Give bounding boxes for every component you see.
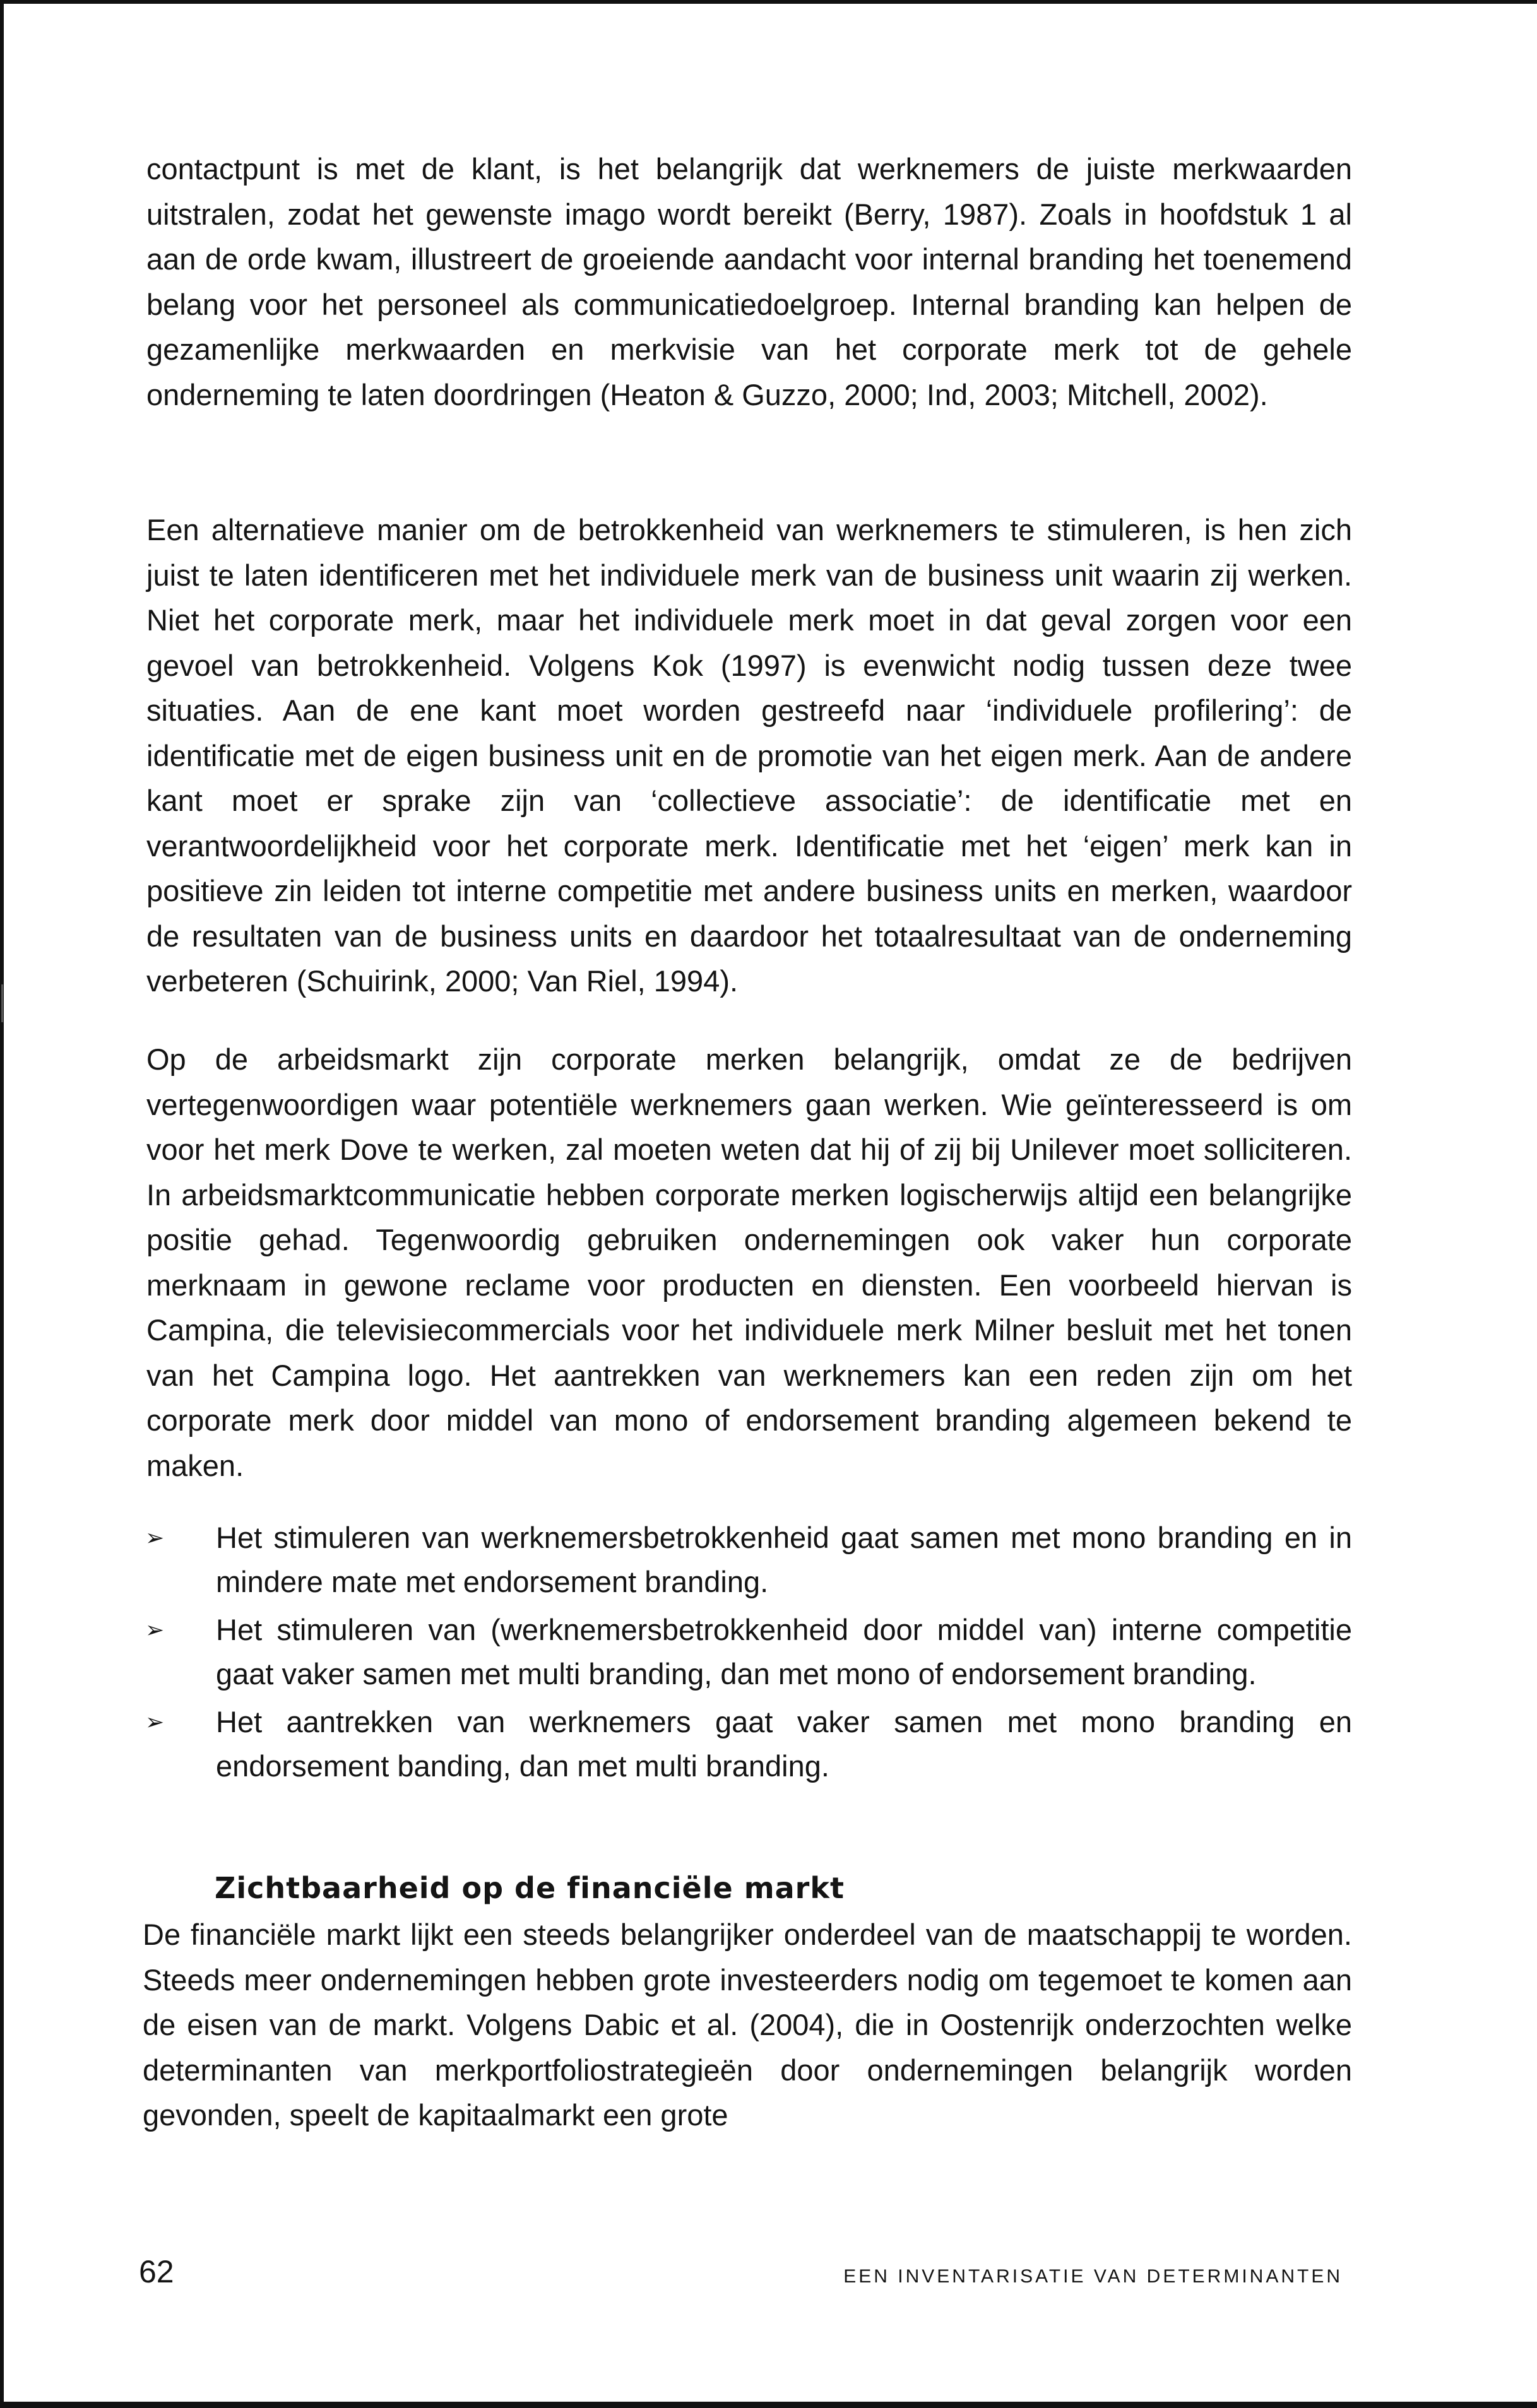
arrow-bullet-icon: ➢ [145,1617,165,1643]
paragraph-internal-branding: contactpunt is met de klant, is het belangrijk dat werknemers de juiste merkwaarden uitstralen, zodat het gewenste imago wordt bereikt (Berry, 1987). Zoals in hoofdstuk 1 al aan de orde kwam, illustreert de groeiende aandacht voor internal branding het toenemend belang voor het personeel als communicatiedoelgroep. Internal branding kan helpen de gezamenlijke merkwaarden en merkvisie van het corporate merk tot de gehele onderneming te laten doordringen (Heaton & Guzzo, 2000; Ind, 2003; Mitchell, 2002). [146,152,1352,411]
list-item-text: Het stimuleren van (werknemersbetrokkenheid door middel van) interne competitie gaat vaker samen met multi branding, dan met mono of endorsement branding. [216,1613,1352,1691]
list-item-text: Het stimuleren van werknemersbetrokkenheid gaat samen met mono branding en in mindere mate met endorsement branding. [216,1521,1352,1598]
arrow-bullet-icon: ➢ [145,1709,165,1735]
section-heading: Zichtbaarheid op de financiële markt [215,1871,845,1905]
list-item-text: Het aantrekken van werknemers gaat vaker samen met mono branding en endorsement banding, dan met multi branding. [216,1705,1352,1783]
page-number: 62 [139,2254,174,2289]
list-item [126,1516,1352,1604]
margin-mark [1,984,3,1022]
scan-edge-bottom [0,2402,1537,2408]
paragraph-financial-market: De financiële markt lijkt een steeds belangrijker onderdeel van de maatschappij te worden. Steeds meer ondernemingen hebben grote investeerders nodig om tegemoet te komen aan de eisen van de markt. Volgens Dabic et al. (2004), die in Oostenrijk onderzochten welke determinanten van merkportfoliostrategieën door ondernemingen belangrijk worden gevonden, speelt de kapitaalmarkt een grote [143,1918,1352,2132]
scan-edge-top [0,0,1537,4]
paragraph-labour-market: Op de arbeidsmarkt zijn corporate merken belangrijk, omdat ze de bedrijven vertegenwoordigen waar potentiële werknemers gaan werken. Wie geïnteresseerd is om voor het merk Dove te werken, zal moeten weten dat hij of zij bij Unilever moet solliciteren. In arbeidsmarktcommunicatie hebben corporate merken logischerwijs altijd een belangrijke positie gehad. Tegenwoordig gebruiken ondernemingen ook vaker hun corporate merknaam in gewone reclame voor producten en diensten. Een voorbeeld hiervan is Campina, die televisiecommercials voor het individuele merk Milner besluit met het tonen van het Campina logo. Het aantrekken van werknemers kan een reden zijn om het corporate merk door middel van mono of endorsement branding algemeen bekend te maken. [146,1042,1352,1482]
arrow-bullet-icon: ➢ [145,1525,165,1550]
list-item [126,1608,1352,1696]
hypothesis-list [126,1516,1352,1792]
paragraph-identification: Een alternatieve manier om de betrokkenheid van werknemers te stimuleren, is hen zich juist te laten identificeren met het individuele merk van de business unit waarin zij werken. Niet het corporate merk, maar het individuele merk moet in dat geval zorgen voor een gevoel van betrokkenheid. Volgens Kok (1997) is evenwicht nodig tussen deze twee situaties. Aan de ene kant moet worden gestreefd naar ‘individuele profilering’: de identificatie met de eigen business unit en de promotie van het eigen merk. Aan de andere kant moet er sprake zijn van ‘collectieve associatie’: de identificatie met en verantwoordelijkheid voor het corporate merk. Identificatie met het ‘eigen’ merk kan in positieve zin leiden tot interne competitie met andere business units en merken, waardoor de resultaten van de business units en daardoor het totaalresultaat van de onderneming verbeteren (Schuirink, 2000; Van Riel, 1994). [146,513,1352,998]
running-footer-title: EEN INVENTARISATIE VAN DETERMINANTEN [843,2266,1343,2287]
scan-edge-left [0,0,4,2408]
list-item [126,1700,1352,1788]
